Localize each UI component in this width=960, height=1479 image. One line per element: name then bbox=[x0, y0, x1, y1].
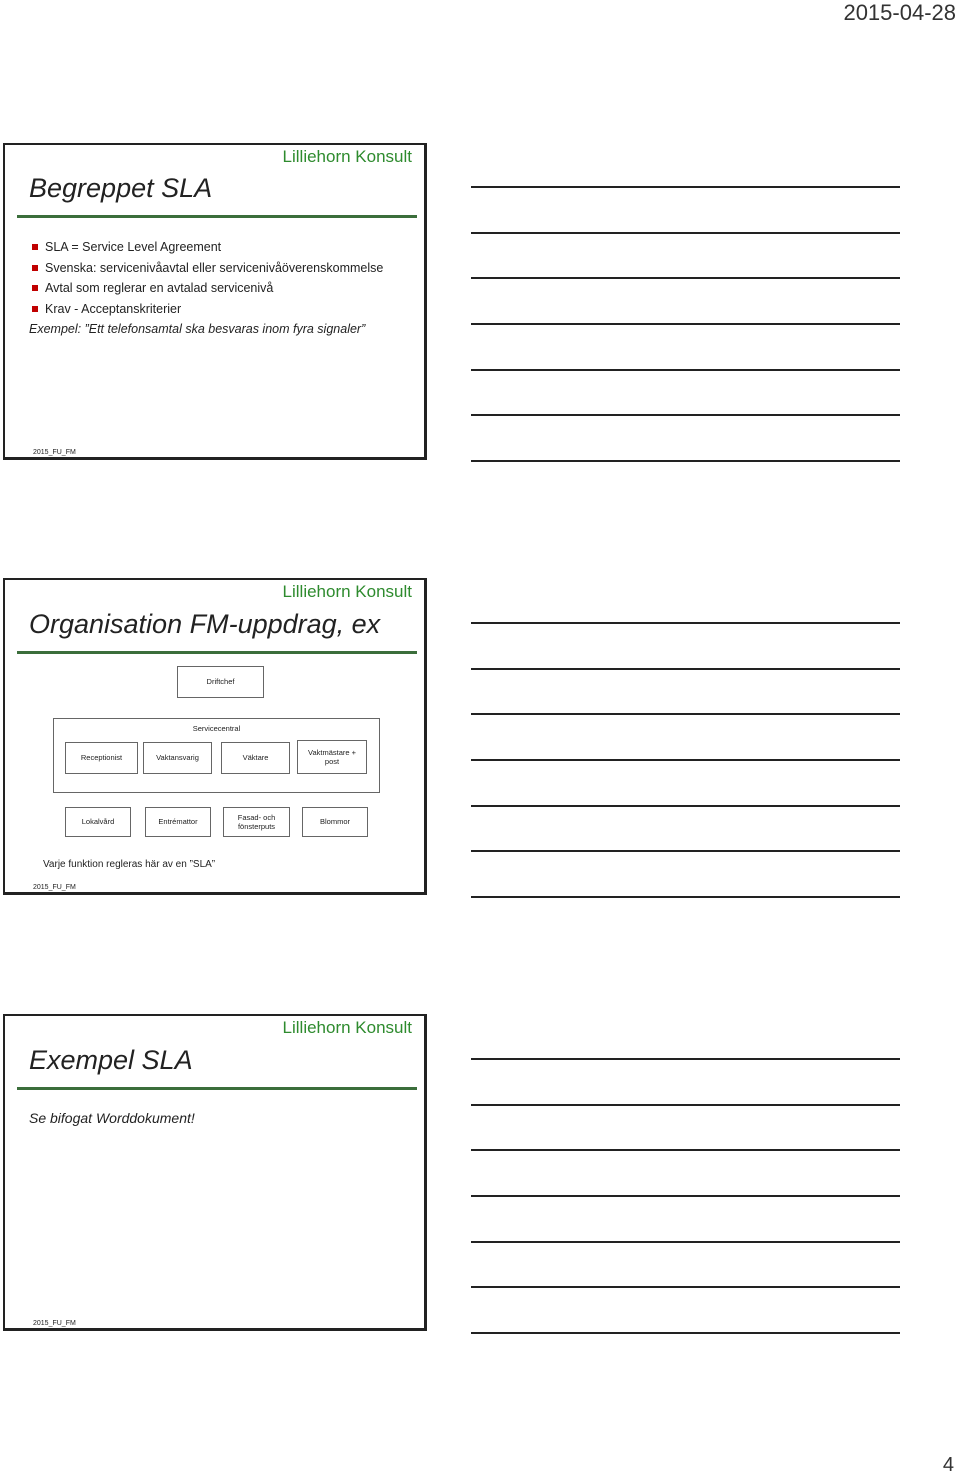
slide-footer: 2015_FU_FM bbox=[33, 1320, 76, 1327]
note-line bbox=[471, 896, 900, 898]
note-line bbox=[471, 1286, 900, 1288]
slide-1 bbox=[3, 143, 427, 460]
org-note: Varje funktion regleras här av en ”SLA” bbox=[43, 859, 216, 870]
org-box-fasad: Fasad- och fönsterputs bbox=[223, 807, 290, 837]
slide-body-text: Se bifogat Worddokument! bbox=[29, 1110, 195, 1126]
bullet-item: Krav - Acceptanskriterier bbox=[29, 299, 383, 320]
org-box-entremattor: Entrémattor bbox=[145, 807, 211, 837]
title-divider bbox=[17, 651, 417, 654]
note-line bbox=[471, 805, 900, 807]
page-date: 2015-04-28 bbox=[843, 0, 956, 25]
bullet-list bbox=[29, 237, 383, 340]
org-box-receptionist: Receptionist bbox=[65, 742, 138, 774]
slide-footer: 2015_FU_FM bbox=[33, 884, 76, 891]
note-line bbox=[471, 414, 900, 416]
brand-name: Lilliehorn Konsult bbox=[282, 582, 412, 601]
page-number: 4 bbox=[942, 1454, 954, 1476]
example-text: Exempel: ”Ett telefonsamtal ska besvaras inom fyra signaler” bbox=[29, 322, 366, 336]
org-box-vaktmastare: Vaktmästare + post bbox=[297, 740, 367, 774]
title-divider bbox=[17, 1087, 417, 1090]
note-line bbox=[471, 460, 900, 462]
note-line bbox=[471, 1195, 900, 1197]
note-line bbox=[471, 1104, 900, 1106]
note-line bbox=[471, 1332, 900, 1334]
note-line bbox=[471, 622, 900, 624]
brand-name: Lilliehorn Konsult bbox=[282, 147, 412, 166]
slide-2 bbox=[3, 578, 427, 895]
bullet-item: Avtal som reglerar en avtalad servicenivå bbox=[29, 278, 383, 299]
note-line bbox=[471, 369, 900, 371]
slide-footer: 2015_FU_FM bbox=[33, 449, 76, 456]
brand-name: Lilliehorn Konsult bbox=[282, 1018, 412, 1037]
slide-3 bbox=[3, 1014, 427, 1331]
note-line bbox=[471, 1241, 900, 1243]
org-box-lokalvard: Lokalvård bbox=[65, 807, 131, 837]
bullet-item: Svenska: servicenivåavtal eller servicenivåöverenskommelse bbox=[29, 258, 383, 279]
note-line bbox=[471, 713, 900, 715]
note-line bbox=[471, 1149, 900, 1151]
org-box-vaktare: Väktare bbox=[221, 742, 290, 774]
note-line bbox=[471, 277, 900, 279]
slide-title: Exempel SLA bbox=[29, 1045, 193, 1075]
org-box-vaktansvarig: Vaktansvarig bbox=[143, 742, 212, 774]
note-line bbox=[471, 323, 900, 325]
note-line bbox=[471, 668, 900, 670]
bullet-item: SLA = Service Level Agreement bbox=[29, 237, 383, 258]
org-box-driftchef: Driftchef bbox=[177, 666, 264, 698]
note-line bbox=[471, 850, 900, 852]
note-line bbox=[471, 759, 900, 761]
title-divider bbox=[17, 215, 417, 218]
note-line bbox=[471, 1058, 900, 1060]
slide-title: Begreppet SLA bbox=[29, 173, 213, 203]
note-line bbox=[471, 186, 900, 188]
org-group-label: Servicecentral bbox=[192, 724, 241, 733]
slide-title: Organisation FM-uppdrag, ex bbox=[29, 609, 381, 639]
note-line bbox=[471, 232, 900, 234]
org-box-blommor: Blommor bbox=[302, 807, 368, 837]
